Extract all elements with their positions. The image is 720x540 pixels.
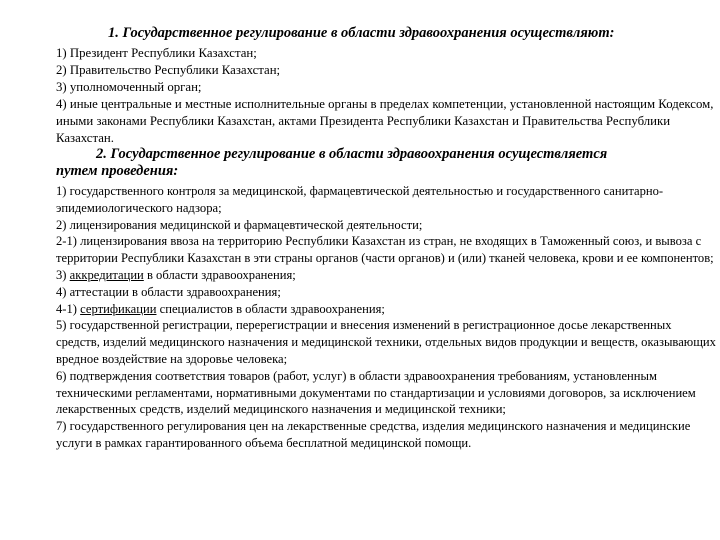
list-item: 2) Правительство Республики Казахстан;	[56, 63, 281, 77]
list-item	[56, 368, 716, 418]
section-2-heading	[56, 146, 696, 180]
list-item-text: 3)	[56, 267, 70, 282]
list-item-text: 7) государственного регулирования цен на лекарственные средства, изделия медицинского назначения и медицинские услуги в рамках гарантированного объема бесплатной медицинской помощи.	[56, 419, 691, 450]
list-item: 3) уполномоченный орган;	[56, 80, 202, 94]
list-item: 4) иные центральные и местные исполнительные органы в пределах компетенции, установленной настоящим Кодексом, иными законами Республики Казахстан, актами Президента Республики Казахстан и Правительства Республики Казахстан.	[56, 97, 714, 145]
list-item-text: 2) лицензирования медицинской и фармацевтической деятельности;	[56, 217, 423, 232]
underlined-term-link[interactable]: аккредитации	[69, 267, 144, 282]
list-item	[56, 233, 716, 267]
list-item-text: 4) аттестации в области здравоохранения;	[56, 284, 281, 299]
regulators-list	[56, 45, 716, 147]
list-item-text: 5) государственной регистрации, перерегистрации и внесения изменений в регистрационное досье лекарственных средств, изделий медицинского назначения и медицинской техники, отдельных видов продукции и веществ, оказывающих вредное воздействие на здоровье человека;	[56, 318, 716, 366]
list-item	[56, 267, 716, 284]
list-item: 1) Президент Республики Казахстан;	[56, 46, 257, 60]
section-1-heading: 1. Государственное регулирование в области здравоохранения осуществляют:	[108, 25, 615, 41]
section-2-heading-line2: путем проведения:	[56, 163, 179, 179]
list-item-text: 6) подтверждения соответствия товаров (работ, услуг) в области здравоохранения требованиям, установленным техническими регламентами, нормативными документами по стандартизации и условиями договоров, за исключением лекарственных средств, изделий медицинского назначения и медицинской техники;	[56, 368, 696, 417]
list-item	[56, 317, 716, 367]
list-item	[56, 301, 716, 318]
list-item	[56, 284, 716, 301]
list-item-text: специалистов в области здравоохранения;	[156, 301, 385, 316]
list-item	[56, 418, 716, 452]
list-item	[56, 183, 716, 217]
list-item-text: в области здравоохранения;	[143, 267, 296, 282]
regulation-methods-list	[56, 183, 716, 452]
underlined-term-link[interactable]: сертификации	[80, 301, 157, 316]
list-item-text: 1) государственного контроля за медицинской, фармацевтической деятельностью и государственного санитарно-эпидемиологического надзора;	[56, 184, 664, 215]
list-item-text: 4-1)	[56, 301, 81, 316]
section-2-heading-line1: 2. Государственное регулирование в области здравоохранения осуществляется	[96, 146, 608, 162]
list-item-text: 2-1) лицензирования ввоза на территорию Республики Казахстан из стран, не входящих в Таможенный союз, и вывоза с территории Республики Казахстан в эти страны органов (части органов) и (или) тканей человека, крови и ее компонентов;	[56, 234, 714, 266]
list-item	[56, 217, 716, 234]
